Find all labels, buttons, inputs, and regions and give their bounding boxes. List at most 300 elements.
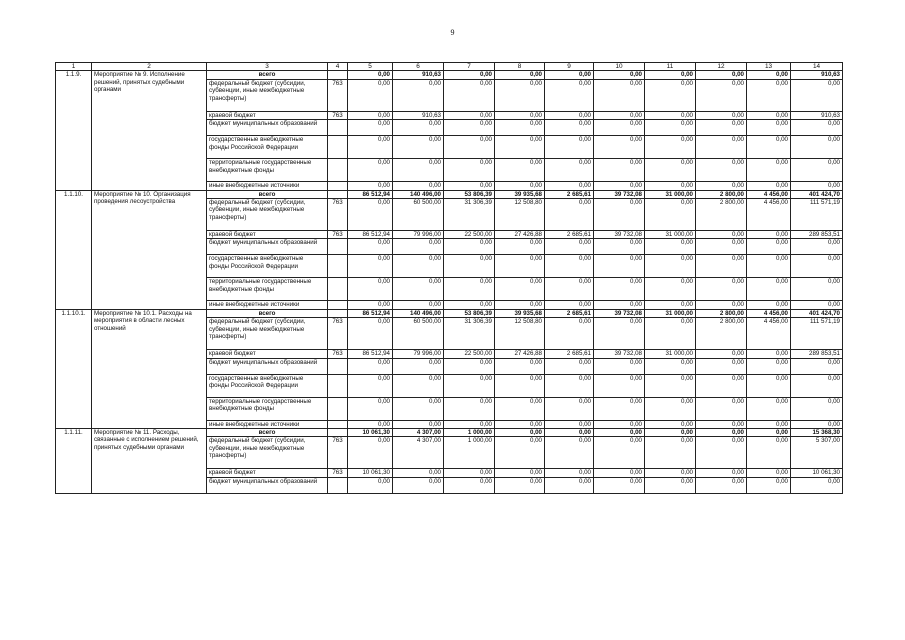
amount-cell: 31 000,00 <box>645 190 696 198</box>
funding-source: бюджет муниципальных образований <box>207 120 328 136</box>
amount-cell: 0,00 <box>791 120 843 136</box>
amount-cell: 0,00 <box>747 350 791 358</box>
amount-cell: 0,00 <box>348 374 393 397</box>
grbs-code <box>328 182 348 190</box>
amount-cell: 0,00 <box>791 136 843 159</box>
column-number-row <box>56 63 843 71</box>
amount-cell: 0,00 <box>495 136 545 159</box>
amount-cell: 2 800,00 <box>696 309 747 317</box>
amount-cell: 0,00 <box>495 437 545 469</box>
amount-cell: 0,00 <box>645 469 696 477</box>
amount-cell: 4 456,00 <box>747 199 791 231</box>
amount-cell: 0,00 <box>594 318 645 350</box>
column-number: 5 <box>348 63 393 71</box>
amount-cell: 0,00 <box>495 477 545 493</box>
amount-cell: 0,00 <box>645 111 696 119</box>
amount-cell: 0,00 <box>393 136 444 159</box>
grbs-code <box>328 358 348 374</box>
amount-cell: 0,00 <box>444 120 495 136</box>
amount-cell: 111 571,19 <box>791 199 843 231</box>
amount-cell: 31 000,00 <box>645 309 696 317</box>
amount-cell: 0,00 <box>696 182 747 190</box>
amount-cell: 0,00 <box>645 477 696 493</box>
amount-cell: 0,00 <box>545 199 594 231</box>
amount-cell: 0,00 <box>444 397 495 420</box>
funding-source: территориальные государственные внебюджетные фонды <box>207 397 328 420</box>
amount-cell: 0,00 <box>791 255 843 278</box>
funding-source: федеральный бюджет (субсидии, субвенции, иные межбюджетные трансферты) <box>207 318 328 350</box>
amount-cell: 39 732,08 <box>594 309 645 317</box>
amount-cell: 0,00 <box>594 255 645 278</box>
amount-cell: 0,00 <box>696 469 747 477</box>
amount-cell: 0,00 <box>645 358 696 374</box>
amount-cell: 31 000,00 <box>645 350 696 358</box>
amount-cell: 0,00 <box>696 420 747 428</box>
amount-cell: 86 512,94 <box>348 309 393 317</box>
amount-cell: 0,00 <box>393 469 444 477</box>
amount-cell: 0,00 <box>348 111 393 119</box>
amount-cell: 0,00 <box>495 120 545 136</box>
column-number: 9 <box>545 63 594 71</box>
amount-cell: 0,00 <box>594 71 645 79</box>
funding-source: территориальные государственные внебюджетные фонды <box>207 278 328 301</box>
amount-cell: 0,00 <box>594 429 645 437</box>
amount-cell: 12 508,80 <box>495 199 545 231</box>
amount-cell: 0,00 <box>348 255 393 278</box>
grbs-code <box>328 477 348 493</box>
amount-cell: 289 853,51 <box>791 350 843 358</box>
column-number: 4 <box>328 63 348 71</box>
funding-source: бюджет муниципальных образований <box>207 477 328 493</box>
amount-cell: 2 800,00 <box>696 318 747 350</box>
funding-source: краевой бюджет <box>207 350 328 358</box>
grbs-code <box>328 429 348 437</box>
amount-cell: 0,00 <box>495 374 545 397</box>
amount-cell: 0,00 <box>645 420 696 428</box>
measure-code: 1.1.9. <box>56 71 92 190</box>
amount-cell: 0,00 <box>696 79 747 111</box>
amount-cell: 0,00 <box>495 79 545 111</box>
amount-cell: 0,00 <box>594 278 645 301</box>
amount-cell: 0,00 <box>747 239 791 255</box>
column-number: 14 <box>791 63 843 71</box>
amount-cell: 0,00 <box>747 374 791 397</box>
amount-cell: 0,00 <box>791 477 843 493</box>
measure-code: 1.1.10. <box>56 190 92 309</box>
amount-cell: 0,00 <box>696 477 747 493</box>
amount-cell: 0,00 <box>696 397 747 420</box>
page-number: 9 <box>450 28 455 37</box>
amount-cell: 0,00 <box>545 429 594 437</box>
amount-cell: 0,00 <box>696 136 747 159</box>
amount-cell: 0,00 <box>696 429 747 437</box>
grbs-code: 763 <box>328 437 348 469</box>
grbs-code <box>328 374 348 397</box>
grbs-code: 763 <box>328 350 348 358</box>
funding-source: федеральный бюджет (субсидии, субвенции, иные межбюджетные трансферты) <box>207 437 328 469</box>
column-number: 10 <box>594 63 645 71</box>
amount-cell: 0,00 <box>495 301 545 309</box>
amount-cell: 0,00 <box>495 278 545 301</box>
amount-cell: 0,00 <box>393 159 444 182</box>
amount-cell: 0,00 <box>393 420 444 428</box>
amount-cell: 0,00 <box>645 255 696 278</box>
amount-cell: 0,00 <box>594 397 645 420</box>
amount-cell: 0,00 <box>545 358 594 374</box>
amount-cell: 0,00 <box>645 199 696 231</box>
amount-cell: 0,00 <box>747 420 791 428</box>
amount-cell: 0,00 <box>747 71 791 79</box>
amount-cell: 0,00 <box>696 301 747 309</box>
amount-cell: 0,00 <box>747 182 791 190</box>
amount-cell: 22 500,00 <box>444 350 495 358</box>
amount-cell: 0,00 <box>495 71 545 79</box>
amount-cell: 10 061,30 <box>791 469 843 477</box>
amount-cell: 0,00 <box>348 437 393 469</box>
amount-cell: 0,00 <box>348 159 393 182</box>
amount-cell: 0,00 <box>696 437 747 469</box>
grbs-code <box>328 190 348 198</box>
amount-cell: 0,00 <box>348 477 393 493</box>
amount-cell: 0,00 <box>444 420 495 428</box>
amount-cell: 0,00 <box>393 239 444 255</box>
amount-cell: 0,00 <box>348 239 393 255</box>
funding-source: государственные внебюджетные фонды Российской Федерации <box>207 374 328 397</box>
grbs-code <box>328 136 348 159</box>
amount-cell: 2 685,61 <box>545 190 594 198</box>
amount-cell: 0,00 <box>495 358 545 374</box>
amount-cell: 0,00 <box>696 111 747 119</box>
funding-source: краевой бюджет <box>207 111 328 119</box>
column-number: 2 <box>92 63 207 71</box>
amount-cell: 0,00 <box>545 120 594 136</box>
amount-cell: 4 307,00 <box>393 429 444 437</box>
amount-cell: 0,00 <box>444 159 495 182</box>
amount-cell: 0,00 <box>594 159 645 182</box>
amount-cell: 0,00 <box>545 71 594 79</box>
amount-cell: 0,00 <box>348 397 393 420</box>
grbs-code <box>328 309 348 317</box>
amount-cell: 0,00 <box>393 301 444 309</box>
amount-cell: 60 500,00 <box>393 199 444 231</box>
measure-name: Мероприятие № 10.1. Расходы на мероприятия в области лесных отношений <box>92 309 207 428</box>
amount-cell: 0,00 <box>594 420 645 428</box>
amount-cell: 1 000,00 <box>444 429 495 437</box>
amount-cell: 0,00 <box>393 358 444 374</box>
table-row <box>56 71 843 79</box>
amount-cell: 0,00 <box>594 374 645 397</box>
amount-cell: 0,00 <box>348 278 393 301</box>
funding-source: краевой бюджет <box>207 231 328 239</box>
amount-cell: 0,00 <box>791 182 843 190</box>
funding-source: всего <box>207 190 328 198</box>
amount-cell: 0,00 <box>645 71 696 79</box>
grbs-code: 763 <box>328 469 348 477</box>
amount-cell: 60 500,00 <box>393 318 444 350</box>
table-row <box>56 309 843 317</box>
amount-cell: 4 307,00 <box>393 437 444 469</box>
amount-cell: 79 996,00 <box>393 350 444 358</box>
amount-cell: 0,00 <box>747 111 791 119</box>
amount-cell: 27 426,88 <box>495 231 545 239</box>
amount-cell: 0,00 <box>348 120 393 136</box>
amount-cell: 53 806,39 <box>444 309 495 317</box>
amount-cell: 0,00 <box>444 278 495 301</box>
amount-cell: 0,00 <box>444 182 495 190</box>
amount-cell: 31 306,39 <box>444 318 495 350</box>
amount-cell: 0,00 <box>393 120 444 136</box>
amount-cell: 0,00 <box>444 111 495 119</box>
funding-source: всего <box>207 71 328 79</box>
amount-cell: 0,00 <box>747 278 791 301</box>
amount-cell: 0,00 <box>791 301 843 309</box>
budget-table <box>55 62 843 494</box>
amount-cell: 0,00 <box>393 182 444 190</box>
amount-cell: 31 000,00 <box>645 231 696 239</box>
funding-source: федеральный бюджет (субсидии, субвенции, иные межбюджетные трансферты) <box>207 79 328 111</box>
grbs-code <box>328 71 348 79</box>
amount-cell: 2 800,00 <box>696 190 747 198</box>
amount-cell: 39 935,68 <box>495 309 545 317</box>
amount-cell: 0,00 <box>348 79 393 111</box>
amount-cell: 4 456,00 <box>747 318 791 350</box>
amount-cell: 0,00 <box>594 437 645 469</box>
amount-cell: 0,00 <box>747 477 791 493</box>
amount-cell: 289 853,51 <box>791 231 843 239</box>
amount-cell: 0,00 <box>495 469 545 477</box>
amount-cell: 0,00 <box>545 79 594 111</box>
amount-cell: 0,00 <box>594 182 645 190</box>
amount-cell: 0,00 <box>645 182 696 190</box>
amount-cell: 2 800,00 <box>696 199 747 231</box>
measure-name: Мероприятие № 9. Исполнение решений, принятых судебными органами <box>92 71 207 190</box>
grbs-code <box>328 239 348 255</box>
amount-cell: 140 496,00 <box>393 190 444 198</box>
amount-cell: 0,00 <box>696 358 747 374</box>
amount-cell: 0,00 <box>545 397 594 420</box>
amount-cell: 0,00 <box>747 397 791 420</box>
amount-cell: 0,00 <box>444 477 495 493</box>
amount-cell: 0,00 <box>545 469 594 477</box>
amount-cell: 0,00 <box>747 255 791 278</box>
amount-cell: 53 806,39 <box>444 190 495 198</box>
column-number: 3 <box>207 63 328 71</box>
funding-source: бюджет муниципальных образований <box>207 358 328 374</box>
amount-cell: 0,00 <box>594 477 645 493</box>
amount-cell: 0,00 <box>747 231 791 239</box>
amount-cell: 4 456,00 <box>747 309 791 317</box>
amount-cell: 0,00 <box>545 159 594 182</box>
amount-cell: 2 685,61 <box>545 350 594 358</box>
amount-cell: 12 508,80 <box>495 318 545 350</box>
amount-cell: 0,00 <box>747 120 791 136</box>
column-number: 13 <box>747 63 791 71</box>
amount-cell: 39 732,08 <box>594 231 645 239</box>
amount-cell: 2 685,61 <box>545 309 594 317</box>
amount-cell: 0,00 <box>348 136 393 159</box>
amount-cell: 86 512,94 <box>348 190 393 198</box>
column-number: 7 <box>444 63 495 71</box>
amount-cell: 0,00 <box>645 374 696 397</box>
grbs-code: 763 <box>328 318 348 350</box>
column-number: 8 <box>495 63 545 71</box>
amount-cell: 86 512,94 <box>348 350 393 358</box>
amount-cell: 39 935,68 <box>495 190 545 198</box>
amount-cell: 0,00 <box>594 199 645 231</box>
amount-cell: 0,00 <box>393 477 444 493</box>
amount-cell: 0,00 <box>645 278 696 301</box>
amount-cell: 0,00 <box>594 358 645 374</box>
amount-cell: 111 571,19 <box>791 318 843 350</box>
funding-source: всего <box>207 309 328 317</box>
amount-cell: 0,00 <box>696 120 747 136</box>
amount-cell: 0,00 <box>495 420 545 428</box>
amount-cell: 0,00 <box>791 420 843 428</box>
grbs-code <box>328 255 348 278</box>
amount-cell: 0,00 <box>495 159 545 182</box>
amount-cell: 0,00 <box>594 469 645 477</box>
amount-cell: 0,00 <box>747 159 791 182</box>
amount-cell: 0,00 <box>645 239 696 255</box>
amount-cell: 0,00 <box>791 159 843 182</box>
amount-cell: 0,00 <box>348 358 393 374</box>
grbs-code <box>328 159 348 182</box>
amount-cell: 0,00 <box>747 469 791 477</box>
amount-cell: 0,00 <box>545 374 594 397</box>
amount-cell: 0,00 <box>495 239 545 255</box>
amount-cell: 401 424,70 <box>791 309 843 317</box>
amount-cell: 0,00 <box>545 437 594 469</box>
amount-cell: 0,00 <box>791 374 843 397</box>
amount-cell: 0,00 <box>645 429 696 437</box>
amount-cell: 0,00 <box>645 120 696 136</box>
amount-cell: 0,00 <box>791 397 843 420</box>
amount-cell: 0,00 <box>747 358 791 374</box>
amount-cell: 1 000,00 <box>444 437 495 469</box>
funding-source: территориальные государственные внебюджетные фонды <box>207 159 328 182</box>
amount-cell: 27 426,88 <box>495 350 545 358</box>
amount-cell: 140 496,00 <box>393 309 444 317</box>
amount-cell: 0,00 <box>645 301 696 309</box>
amount-cell: 0,00 <box>645 437 696 469</box>
amount-cell: 910,63 <box>791 71 843 79</box>
amount-cell: 39 732,08 <box>594 190 645 198</box>
table-row <box>56 190 843 198</box>
amount-cell: 0,00 <box>747 79 791 111</box>
amount-cell: 10 061,30 <box>348 429 393 437</box>
amount-cell: 0,00 <box>444 358 495 374</box>
amount-cell: 86 512,94 <box>348 231 393 239</box>
measure-code: 1.1.11. <box>56 429 92 494</box>
amount-cell: 0,00 <box>696 239 747 255</box>
amount-cell: 0,00 <box>747 429 791 437</box>
grbs-code <box>328 120 348 136</box>
amount-cell: 0,00 <box>747 437 791 469</box>
amount-cell: 0,00 <box>645 136 696 159</box>
amount-cell: 15 368,30 <box>791 429 843 437</box>
amount-cell: 0,00 <box>791 278 843 301</box>
amount-cell: 0,00 <box>645 318 696 350</box>
amount-cell: 0,00 <box>696 231 747 239</box>
amount-cell: 0,00 <box>545 111 594 119</box>
funding-source: федеральный бюджет (субсидии, субвенции, иные межбюджетные трансферты) <box>207 199 328 231</box>
column-number: 11 <box>645 63 696 71</box>
amount-cell: 0,00 <box>393 79 444 111</box>
amount-cell: 0,00 <box>348 301 393 309</box>
funding-source: иные внебюджетные источники <box>207 182 328 190</box>
funding-source: бюджет муниципальных образований <box>207 239 328 255</box>
grbs-code <box>328 420 348 428</box>
amount-cell: 0,00 <box>393 374 444 397</box>
amount-cell: 0,00 <box>791 239 843 255</box>
amount-cell: 0,00 <box>495 111 545 119</box>
measure-code: 1.1.10.1. <box>56 309 92 428</box>
amount-cell: 5 307,00 <box>791 437 843 469</box>
amount-cell: 401 424,70 <box>791 190 843 198</box>
amount-cell: 0,00 <box>594 136 645 159</box>
grbs-code: 763 <box>328 199 348 231</box>
amount-cell: 0,00 <box>444 374 495 397</box>
grbs-code: 763 <box>328 231 348 239</box>
amount-cell: 31 306,39 <box>444 199 495 231</box>
amount-cell: 0,00 <box>444 255 495 278</box>
amount-cell: 0,00 <box>545 239 594 255</box>
amount-cell: 0,00 <box>696 255 747 278</box>
column-number: 12 <box>696 63 747 71</box>
amount-cell: 0,00 <box>696 278 747 301</box>
amount-cell: 0,00 <box>594 111 645 119</box>
amount-cell: 910,63 <box>393 111 444 119</box>
amount-cell: 4 456,00 <box>747 190 791 198</box>
amount-cell: 0,00 <box>545 477 594 493</box>
amount-cell: 0,00 <box>348 199 393 231</box>
amount-cell: 0,00 <box>545 278 594 301</box>
amount-cell: 0,00 <box>645 397 696 420</box>
amount-cell: 79 996,00 <box>393 231 444 239</box>
amount-cell: 0,00 <box>348 318 393 350</box>
amount-cell: 0,00 <box>545 182 594 190</box>
amount-cell: 0,00 <box>348 420 393 428</box>
amount-cell: 0,00 <box>348 182 393 190</box>
funding-source: иные внебюджетные источники <box>207 301 328 309</box>
funding-source: иные внебюджетные источники <box>207 420 328 428</box>
amount-cell: 0,00 <box>747 136 791 159</box>
amount-cell: 0,00 <box>495 429 545 437</box>
amount-cell: 0,00 <box>594 301 645 309</box>
amount-cell: 0,00 <box>545 318 594 350</box>
amount-cell: 22 500,00 <box>444 231 495 239</box>
grbs-code <box>328 397 348 420</box>
amount-cell: 0,00 <box>645 159 696 182</box>
amount-cell: 0,00 <box>444 239 495 255</box>
amount-cell: 0,00 <box>444 136 495 159</box>
amount-cell: 0,00 <box>348 71 393 79</box>
amount-cell: 39 732,08 <box>594 350 645 358</box>
amount-cell: 0,00 <box>545 301 594 309</box>
amount-cell: 10 061,30 <box>348 469 393 477</box>
amount-cell: 2 685,61 <box>545 231 594 239</box>
amount-cell: 0,00 <box>545 420 594 428</box>
amount-cell: 0,00 <box>791 79 843 111</box>
amount-cell: 0,00 <box>696 159 747 182</box>
amount-cell: 0,00 <box>393 255 444 278</box>
amount-cell: 0,00 <box>696 71 747 79</box>
column-number: 1 <box>56 63 92 71</box>
amount-cell: 0,00 <box>545 255 594 278</box>
amount-cell: 0,00 <box>444 79 495 111</box>
grbs-code <box>328 301 348 309</box>
amount-cell: 910,63 <box>791 111 843 119</box>
